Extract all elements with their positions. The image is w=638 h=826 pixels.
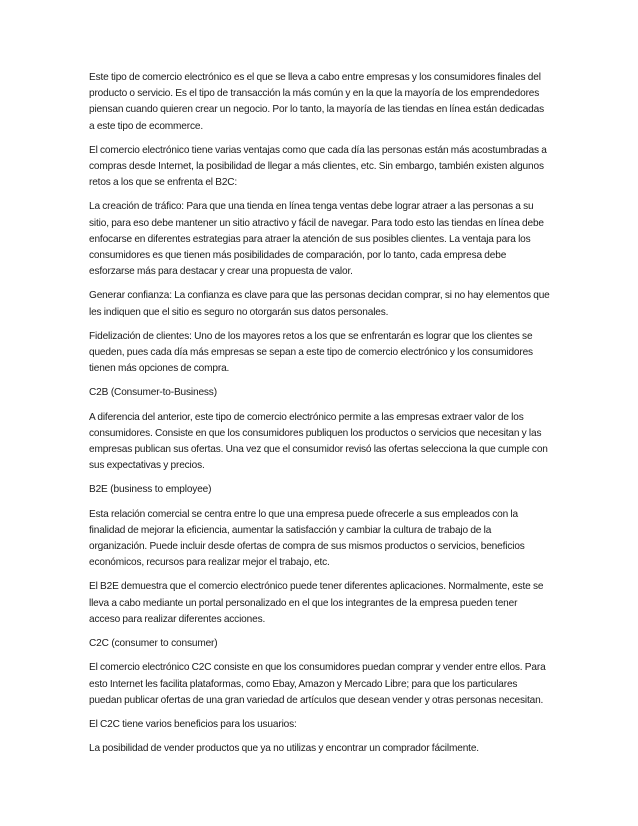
paragraph-c2b: A diferencia del anterior, este tipo de comercio electrónico permite a las empresas extraer valor de los consumidores. Consiste en que los consumidores publiquen los productos o servicios que necesitan y las empresas publican sus ofertas. Una vez que el consumidor revisó las ofertas selecciona la que cumple con sus expectativas y precios. (89, 411, 548, 472)
paragraph-customer-loyalty: Fidelización de clientes: Uno de los mayores retos a los que se enfrentarán es lograr que los clientes se queden, pues cada día más empresas se sepan a este tipo de comercio electrónico y los consumidores tienen más opciones de compra. (89, 330, 533, 375)
paragraph-b2e-applications: El B2E demuestra que el comercio electrónico puede tener diferentes aplicaciones. Normalmente, este se lleva a cabo mediante un portal personalizado en el que los integrantes de la empresa pueden tener acceso para realizar diferentes acciones. (89, 581, 544, 625)
paragraph-c2c-benefit-sell: La posibilidad de vender productos que ya no utilizas y encontrar un comprador fácilmente. (89, 743, 479, 755)
heading-b2e: B2E (business to employee) (89, 484, 212, 496)
paragraph-c2c-benefits: El C2C tiene varios beneficios para los usuarios: (89, 718, 297, 730)
paragraph-b2c-intro: Este tipo de comercio electrónico es el que se lleva a cabo entre empresas y los consumidores finales del producto o servicio. Es el tipo de transacción la más común y en la que la mayoría de los emprendedores piensan cuando quieren crear un negocio. Por lo tanto, la mayoría de las tiendas en línea están dedicadas a este tipo de ecommerce. (89, 72, 544, 132)
heading-c2b: C2B (Consumer-to-Business) (89, 387, 217, 399)
paragraph-c2c: El comercio electrónico C2C consiste en que los consumidores puedan comprar y vender entre ellos. Para esto Internet les facilita plataformas, como Ebay, Amazon y Mercado Libre; para que los particulares puedan publicar ofertas de una gran variedad de artículos que desean vender y otras personas necesitan. (89, 662, 546, 706)
paragraph-b2e-relation: Esta relación comercial se centra entre lo que una empresa puede ofrecerle a sus empleados con la finalidad de mejorar la eficiencia, aumentar la satisfacción y cambiar la cultura de trabajo de la organización. Puede incluir desde ofertas de compra de sus mismos productos o servicios, beneficios económicos, recursos para realizar mejor el trabajo, etc. (89, 508, 525, 569)
paragraph-b2c-advantages: El comercio electrónico tiene varias ventajas como que cada día las personas están más acostumbradas a compras desde Internet, la posibilidad de llegar a más clientes, etc. Sin embargo, también existen algunos retos a los que se enfrenta el B2C: (89, 144, 547, 189)
heading-c2c: C2C (consumer to consumer) (89, 638, 218, 650)
paragraph-traffic-creation: La creación de tráfico: Para que una tienda en línea tenga ventas debe lograr atraer a las personas a su sitio, para eso debe mantener un sitio atractivo y fácil de navegar. Para todo esto las tiendas en línea debe enfocarse en diferentes estrategias para atraer la atención de sus posibles clientes. La ventaja para los consumidores es que tienen más posibilidades de comparación, por lo tanto, cada empresa debe esforzarse más para destacar y crear una propuesta de valor. (89, 201, 544, 278)
paragraph-generate-trust: Generar confianza: La confianza es clave para que las personas decidan comprar, si no hay elementos que les indiquen que el sitio es seguro no otorgarán sus datos personales. (89, 290, 550, 318)
